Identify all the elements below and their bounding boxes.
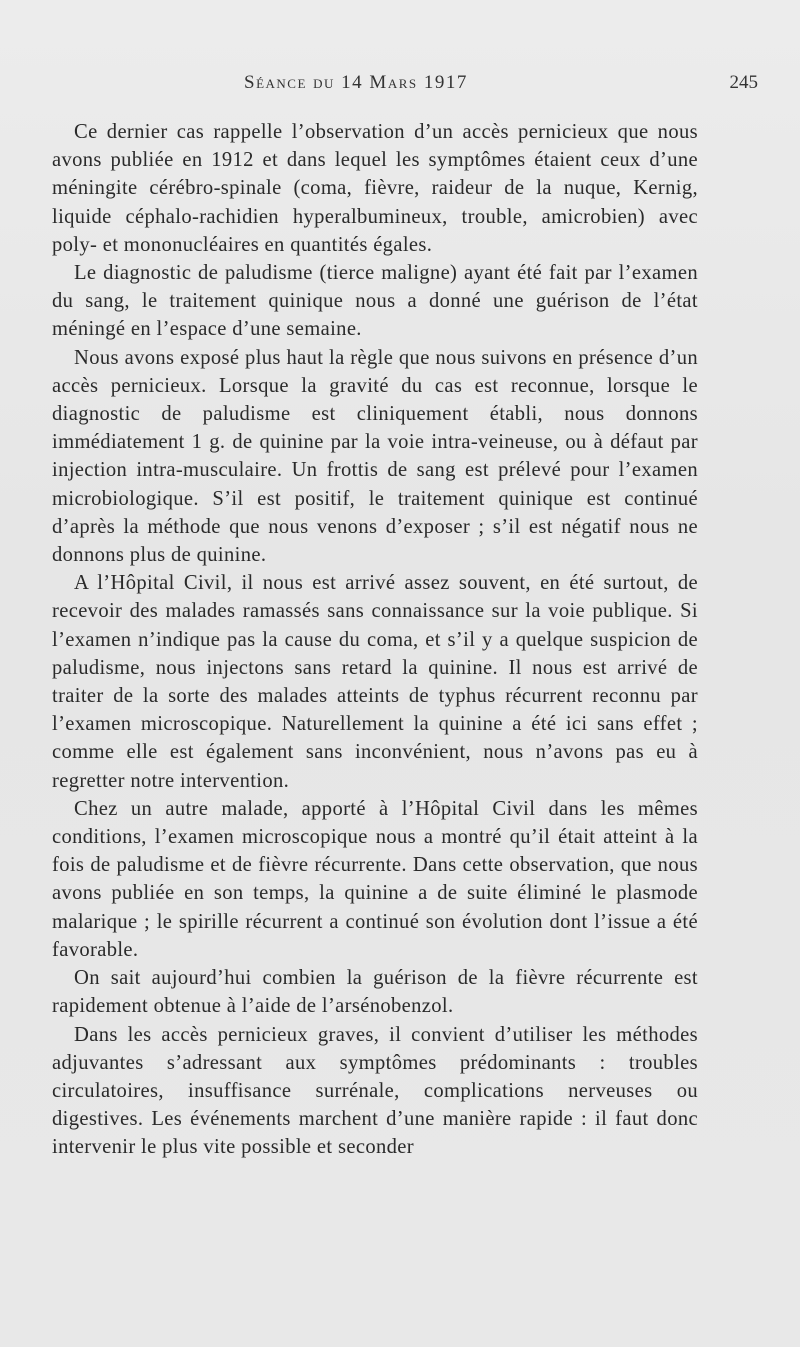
paragraph: Nous avons exposé plus haut la règle que nous suivons en présence d’un accès pernicieux. Lorsque la gravité du cas est reconnue, lorsque le diagnostic de paludisme est cliniquement établi, nous donnons immédiatement 1 g. de quinine par la voie intra-veineuse, ou à défaut par injection intra-musculaire. Un frottis de sang est prélevé pour l’examen microbiologique. S’il est positif, le traitement quinique est continué d’après la méthode que nous venons d’exposer ; s’il est négatif nous ne donnons plus de quinine. [52,346,698,567]
paragraph: Chez un autre malade, apporté à l’Hôpital Civil dans les mêmes conditions, l’examen microscopique nous a montré qu’il était atteint à la fois de paludisme et de fièvre récurrente. Dans cette observation, que nous avons publiée en son temps, la quinine a de suite éliminé le plasmode malarique ; le spirille récurrent a continué son évolution dont l’issue a été favorable. [52,797,698,961]
paragraph: Dans les accès pernicieux graves, il convient d’utiliser les méthodes adjuvantes s’adressant aux symptômes prédominants : troubles circulatoires, insuffisance surrénale, complications nerveuses ou digestives. Les événements marchent d’une manière rapide : il faut donc intervenir le plus vite possible et seconder [52,1023,698,1159]
body-text [52,118,698,1162]
running-head [0,72,800,102]
running-title: Séance du 14 Mars 1917 [244,72,468,93]
paragraph: On sait aujourd’hui combien la guérison de la fièvre récurrente est rapidement obtenue à l’aide de l’arsénobenzol. [52,967,698,1018]
page-number: 245 [729,72,758,93]
paragraph: Le diagnostic de paludisme (tierce maligne) ayant été fait par l’examen du sang, le traitement quinique nous a donné une guérison de l’état méningé en l’espace d’une semaine. [52,262,698,341]
paragraph: A l’Hôpital Civil, il nous est arrivé assez souvent, en été surtout, de recevoir des malades ramassés sans connaissance sur la voie publique. Si l’examen n’indique pas la cause du coma, et s’il y a quelque suspicion de paludisme, nous injectons sans retard la quinine. Il nous est arrivé de traiter de la sorte des malades atteints de typhus récurrent reconnu par l’examen microscopique. Naturellement la quinine a été ici sans effet ; comme elle est également sans inconvénient, nous n’avons pas eu à regretter notre intervention. [52,572,698,792]
paragraph: Ce dernier cas rappelle l’observation d’un accès pernicieux que nous avons publiée en 1912 et dans lequel les symptômes étaient ceux d’une méningite cérébro-spinale (coma, fièvre, raideur de la nuque, Kernig, liquide céphalo-rachidien hyperalbumineux, trouble, amicrobien) avec poly- et mononucléaires en quantités égales. [52,121,698,256]
